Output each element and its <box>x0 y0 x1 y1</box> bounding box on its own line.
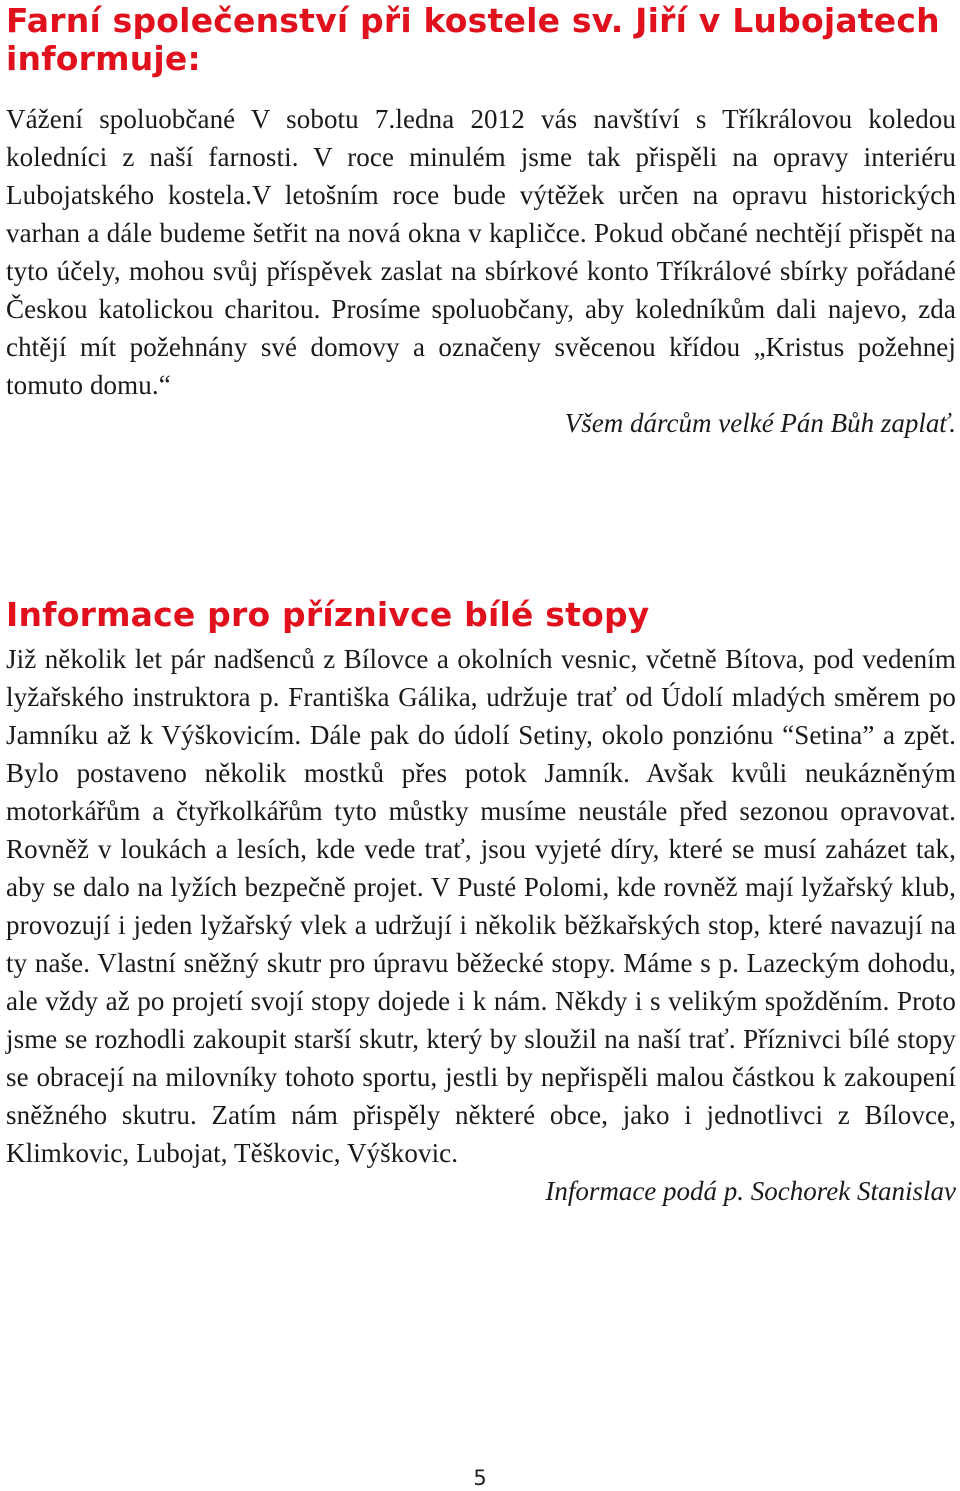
page-number: 5 <box>473 1466 487 1490</box>
section-2-body <box>6 640 956 1210</box>
section-1-heading: Farní společenství při kostele sv. Jiří v Lubojatech informuje: <box>6 1 940 78</box>
section-1-paragraph: Vážení spoluobčané V sobotu 7.ledna 2012 vás navštíví s Tříkrálovou koledou koledníci z naší farnosti. V roce minulém jsme tak přispěli na opravy interiéru Lubojatského kostela.V letošním roce bude výtěžek určen na opravu historických varhan a dále budeme šetřit na nová okna v kapličce. Pokud občané nechtějí přispět na tyto účely, mohou svůj příspěvek zaslat na sbírkové konto Tříkrálové sbírky pořádané Českou katolickou charitou. Prosíme spoluobčany, aby koledníkům dali najevo, zda chtějí mít požehnány své domovy a označeny svěcenou křídou „Kristus požehnej tomuto domu.“ <box>6 104 956 400</box>
section-2-paragraph: Již několik let pár nadšenců z Bílovce a okolních vesnic, včetně Bítova, pod vedením lyžařského instruktora p. Františka Gálika, udržuje trať od Údolí mladých směrem po Jamníku až k Výškovicím. Dále pak do údolí Setiny, okolo ponziónu “Setina” a zpět. Bylo postaveno několik mostků přes potok Jamník. Avšak kvůli neukázněným motorkářům a čtyřkolkářům tyto můstky musíme neustále před sezonou opravovat. Rovněž v loukách a lesích, kde vede trať, jsou vyjeté díry, které se musí zaházet tak, aby se dalo na lyžích bezpečně projet. V Pusté Polomi, kde rovněž mají lyžařský klub, provozují i jeden lyžařský vlek a udržují i několik běžkařských stop, které navazují na ty naše. Vlastní sněžný skutr pro úpravu běžecké stopy. Máme s p. Lazeckým dohodu, ale vždy až po projetí svojí stopy dojede i k nám. Někdy i s velikým spožděním. Proto jsme se rozhodli zakoupit starší skutr, který by sloužil na naší trať. Příznivci bílé stopy se obracejí na milovníky tohoto sportu, jestli by nepřispěli malou částkou k zakoupení sněžného skutru. Zatím nám přispěly některé obce, jako i jednotlivci z Bílovce, Klimkovic, Lubojat, Těškovic, Výškovic. <box>6 644 956 1168</box>
section-2-signature: Informace podá p. Sochorek Stanislav <box>545 1176 956 1206</box>
section-1-signature: Všem dárcům velké Pán Bůh zaplať. <box>564 408 956 438</box>
section-2-heading: Informace pro příznivce bílé stopy <box>6 595 650 634</box>
section-1-body <box>6 100 956 442</box>
